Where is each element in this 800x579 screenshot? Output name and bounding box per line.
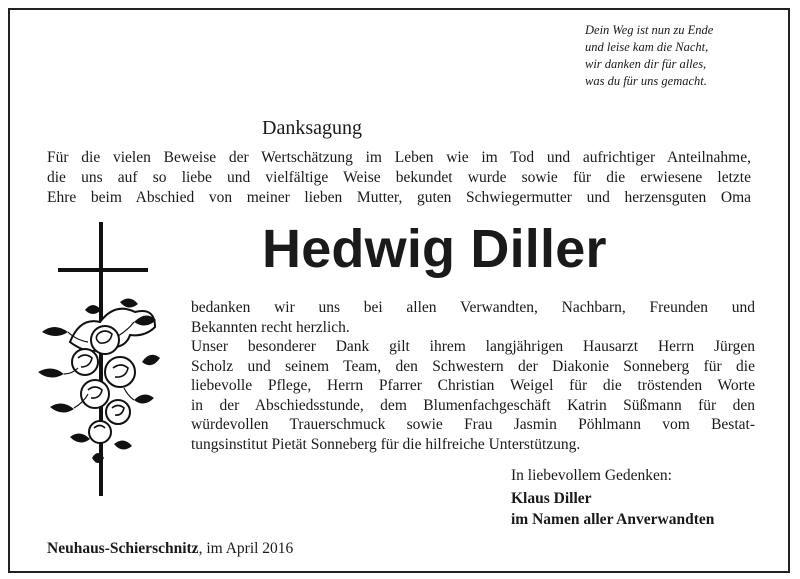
notice-heading: Danksagung xyxy=(262,117,362,139)
intro-line: Ehre beim Abschied von meiner lieben Mutter, guten Schwiegermutter und herzensguten Oma xyxy=(47,189,751,206)
body-line: in der Abschiedsstunde, dem Blumenfachgeschäft Katrin Süßmann für den xyxy=(191,396,755,414)
body-line: Bekannten recht herzlich. xyxy=(191,318,350,336)
deceased-name: Hedwig Diller xyxy=(262,219,607,279)
signature-line: im Namen aller Anverwandten xyxy=(511,511,715,528)
poem-line: Dein Weg ist nun zu Ende xyxy=(585,23,714,37)
body-line: liebevolle Pflege, Herrn Pfarrer Christian Weigel für die tröstenden Worte xyxy=(191,377,755,394)
poem-line: wir danken dir für alles, xyxy=(585,57,707,71)
body-line: Unser besonderer Dank gilt ihrem langjährigen Hausarzt Herrn Jürgen xyxy=(191,338,755,355)
signature-name: Klaus Diller xyxy=(511,490,592,507)
intro-line: Für die vielen Beweise der Wertschätzung im Leben wie im Tod und aufrichtiger Anteilnahme, xyxy=(47,149,751,166)
body-line: würdevollen Trauerschmuck sowie Frau Jasmin Pöhlmann vom Bestat- xyxy=(191,416,755,433)
poem-line: was du für uns gemacht. xyxy=(585,74,707,88)
date: , im April 2016 xyxy=(198,540,294,557)
intro-line: die uns auf so liebe und vielfältige Weise bekundet wurde sowie für die erwiesene letzte xyxy=(47,169,751,186)
body-line: bedanken wir uns bei allen Verwandten, Nachbarn, Freunden und xyxy=(191,299,755,316)
body-line: Scholz und seinem Team, den Schwestern der Diakonie Sonneberg für die xyxy=(191,357,755,375)
cross-with-roses-icon xyxy=(30,222,160,497)
thanks-paragraph xyxy=(191,298,755,454)
poem-line: und leise kam die Nacht, xyxy=(585,40,709,54)
place: Neuhaus-Schierschnitz xyxy=(47,540,199,557)
poem xyxy=(585,22,785,90)
place-date xyxy=(47,540,293,558)
closing-phrase: In liebevollem Gedenken: xyxy=(511,467,672,484)
body-line: tungsinstitut Pietät Sonneberg für die hilfreiche Unterstützung. xyxy=(191,435,581,453)
intro-paragraph xyxy=(47,148,751,208)
signature xyxy=(511,488,714,530)
